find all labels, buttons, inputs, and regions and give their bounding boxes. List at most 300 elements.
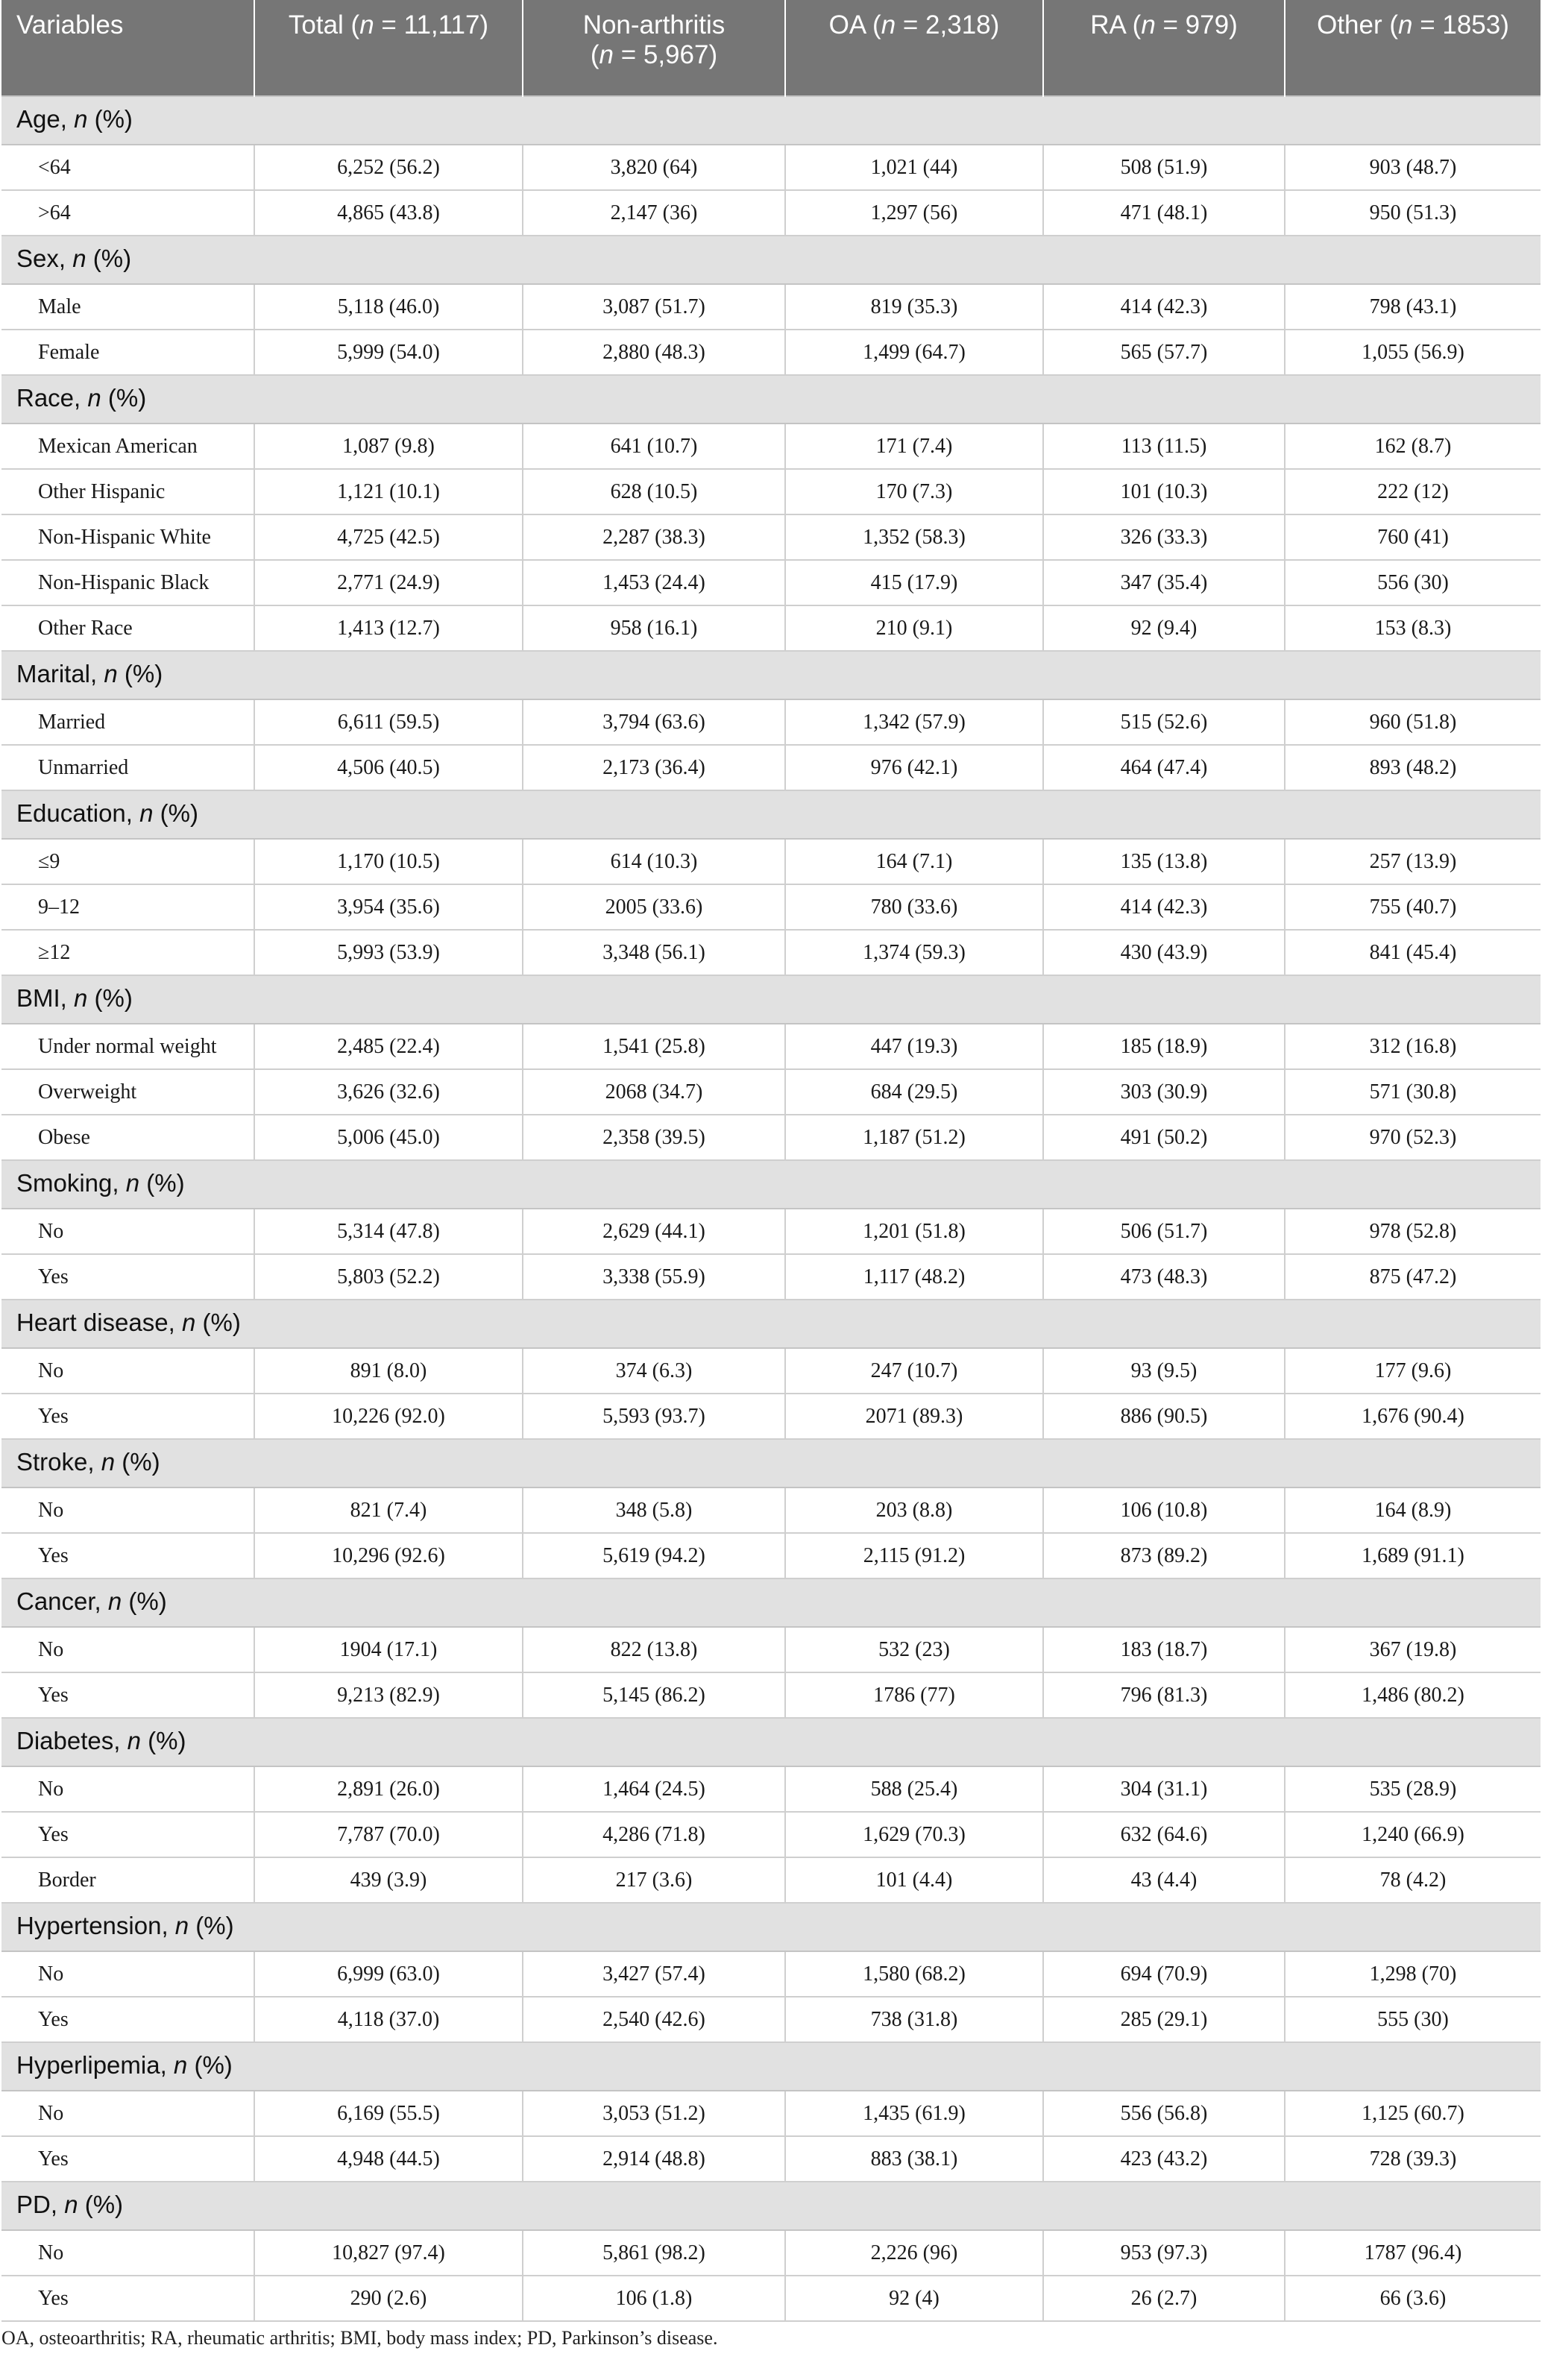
table-row (1, 2091, 1541, 2136)
table-cell: 92 (4) (785, 2276, 1043, 2321)
table-cell: 5,006 (45.0) (254, 1115, 523, 1160)
table-cell: 439 (3.9) (254, 1857, 523, 1903)
table-row (1, 1024, 1541, 1069)
table-cell: 1,464 (24.5) (523, 1766, 785, 1812)
table-row (1, 930, 1541, 975)
group-unit: (%) (153, 799, 198, 827)
table-cell: 2068 (34.7) (523, 1069, 785, 1115)
row-label: 9–12 (1, 884, 254, 930)
header-text: Total ( (288, 10, 360, 40)
row-label: No (1, 1209, 254, 1254)
group-title (1, 1160, 1541, 1209)
table-cell: 78 (4.2) (1285, 1857, 1541, 1903)
table-cell: 614 (10.3) (523, 839, 785, 884)
row-label: Other Hispanic (1, 469, 254, 514)
table-cell: 893 (48.2) (1285, 745, 1541, 790)
table-cell: 1,298 (70) (1285, 1951, 1541, 1997)
header-row (1, 0, 1541, 96)
table-cell: 171 (7.4) (785, 424, 1043, 469)
row-label: Yes (1, 1533, 254, 1578)
row-label: Non-Hispanic Black (1, 560, 254, 605)
table-cell: 6,169 (55.5) (254, 2091, 523, 2136)
table-cell: 588 (25.4) (785, 1766, 1043, 1812)
table-cell: 1,342 (57.9) (785, 699, 1043, 745)
table-row (1, 699, 1541, 745)
table-cell: 694 (70.9) (1043, 1951, 1285, 1997)
table-cell: 3,053 (51.2) (523, 2091, 785, 2136)
group-unit: (%) (78, 2190, 124, 2218)
table-cell: 5,993 (53.9) (254, 930, 523, 975)
table-cell: 183 (18.7) (1043, 1627, 1285, 1672)
table-cell: 886 (90.5) (1043, 1394, 1285, 1439)
table-cell: 556 (30) (1285, 560, 1541, 605)
group-header-row (1, 1160, 1541, 1209)
group-header-row (1, 1578, 1541, 1627)
row-label: Yes (1, 1254, 254, 1300)
table-row (1, 1394, 1541, 1439)
group-label: Stroke, (16, 1447, 101, 1476)
group-unit: (%) (195, 1308, 241, 1336)
group-unit: (%) (87, 983, 133, 1012)
group-n-symbol: n (107, 1587, 122, 1615)
table-cell: 1,435 (61.9) (785, 2091, 1043, 2136)
table-cell: 101 (4.4) (785, 1857, 1043, 1903)
header-text: Other ( (1317, 10, 1399, 40)
row-label: No (1, 1348, 254, 1394)
table-row (1, 1672, 1541, 1718)
table-cell: 2,226 (96) (785, 2230, 1043, 2276)
table-cell: 285 (29.1) (1043, 1997, 1285, 2042)
table-cell: 9,213 (82.9) (254, 1672, 523, 1718)
table-cell: 1,121 (10.1) (254, 469, 523, 514)
row-label: No (1, 1488, 254, 1533)
table-cell: 153 (8.3) (1285, 605, 1541, 651)
row-label: No (1, 1766, 254, 1812)
table-row (1, 1951, 1541, 1997)
table-cell: 4,865 (43.8) (254, 190, 523, 236)
table-row (1, 884, 1541, 930)
group-n-symbol: n (74, 104, 88, 133)
group-label: Cancer, (16, 1587, 108, 1615)
row-label: Unmarried (1, 745, 254, 790)
row-label: >64 (1, 190, 254, 236)
table-cell: 4,118 (37.0) (254, 1997, 523, 2042)
group-n-symbol: n (181, 1308, 196, 1336)
row-label: Female (1, 330, 254, 375)
table-cell: 3,087 (51.7) (523, 284, 785, 330)
group-n-symbol: n (127, 1726, 141, 1754)
table-cell: 3,427 (57.4) (523, 1951, 785, 1997)
table-cell: 162 (8.7) (1285, 424, 1541, 469)
table-cell: 515 (52.6) (1043, 699, 1285, 745)
table-cell: 113 (11.5) (1043, 424, 1285, 469)
table-cell: 508 (51.9) (1043, 145, 1285, 190)
table-row (1, 1209, 1541, 1254)
table-cell: 2,358 (39.5) (523, 1115, 785, 1160)
table-cell: 10,226 (92.0) (254, 1394, 523, 1439)
group-label: PD, (16, 2190, 65, 2218)
table-cell: 4,725 (42.5) (254, 514, 523, 560)
table-cell: 1904 (17.1) (254, 1627, 523, 1672)
table-cell: 819 (35.3) (785, 284, 1043, 330)
table-row (1, 605, 1541, 651)
table-cell: 903 (48.7) (1285, 145, 1541, 190)
table-cell: 257 (13.9) (1285, 839, 1541, 884)
row-label: Yes (1, 1812, 254, 1857)
table-cell: 2,914 (48.8) (523, 2136, 785, 2182)
table-row (1, 514, 1541, 560)
group-label: Age, (16, 104, 75, 133)
table-cell: 571 (30.8) (1285, 1069, 1541, 1115)
table-cell: 970 (52.3) (1285, 1115, 1541, 1160)
group-label: Heart disease, (16, 1308, 182, 1336)
table-cell: 101 (10.3) (1043, 469, 1285, 514)
table-cell: 841 (45.4) (1285, 930, 1541, 975)
table-cell: 632 (64.6) (1043, 1812, 1285, 1857)
table-cell: 2,485 (22.4) (254, 1024, 523, 1069)
table-cell: 1,499 (64.7) (785, 330, 1043, 375)
table-cell: 958 (16.1) (523, 605, 785, 651)
group-title (1, 1903, 1541, 1951)
table-row (1, 1115, 1541, 1160)
group-unit: (%) (87, 104, 133, 133)
header-oa (785, 0, 1043, 96)
table-cell: 1,055 (56.9) (1285, 330, 1541, 375)
table-cell: 556 (56.8) (1043, 2091, 1285, 2136)
table-cell: 347 (35.4) (1043, 560, 1285, 605)
table-cell: 92 (9.4) (1043, 605, 1285, 651)
table-cell: 471 (48.1) (1043, 190, 1285, 236)
group-unit: (%) (187, 2050, 233, 2079)
table-cell: 106 (10.8) (1043, 1488, 1285, 1533)
table-cell: 5,145 (86.2) (523, 1672, 785, 1718)
group-header-row (1, 2182, 1541, 2230)
table-cell: 303 (30.9) (1043, 1069, 1285, 1115)
table-cell: 93 (9.5) (1043, 1348, 1285, 1394)
row-label: Under normal weight (1, 1024, 254, 1069)
header-text: RA ( (1090, 10, 1142, 40)
table-cell: 210 (9.1) (785, 605, 1043, 651)
table-row (1, 1348, 1541, 1394)
group-title (1, 1439, 1541, 1488)
table-cell: 873 (89.2) (1043, 1533, 1285, 1578)
table-cell: 565 (57.7) (1043, 330, 1285, 375)
table-cell: 1,240 (66.9) (1285, 1812, 1541, 1857)
table-cell: 891 (8.0) (254, 1348, 523, 1394)
row-label: No (1, 2230, 254, 2276)
group-unit: (%) (86, 244, 132, 272)
table-cell: 135 (13.8) (1043, 839, 1285, 884)
table-cell: 414 (42.3) (1043, 884, 1285, 930)
table-row (1, 839, 1541, 884)
table-row (1, 330, 1541, 375)
header-text: Variables (16, 10, 124, 40)
table-cell: 247 (10.7) (785, 1348, 1043, 1394)
table-cell: 953 (97.3) (1043, 2230, 1285, 2276)
table-cell: 883 (38.1) (785, 2136, 1043, 2182)
table-cell: 821 (7.4) (254, 1488, 523, 1533)
table-cell: 506 (51.7) (1043, 1209, 1285, 1254)
table-cell: 5,118 (46.0) (254, 284, 523, 330)
header-n-symbol: n (881, 10, 896, 40)
row-label: Obese (1, 1115, 254, 1160)
header-count: = 11,117) (374, 10, 489, 40)
table-cell: 532 (23) (785, 1627, 1043, 1672)
table-cell: 2005 (33.6) (523, 884, 785, 930)
table-cell: 164 (7.1) (785, 839, 1043, 884)
group-label: Hypertension, (16, 1911, 175, 1939)
header-count: = 5,967) (613, 40, 718, 69)
table-row (1, 2276, 1541, 2321)
row-label: Yes (1, 1394, 254, 1439)
table-cell: 6,611 (59.5) (254, 699, 523, 745)
table-cell: 217 (3.6) (523, 1857, 785, 1903)
row-label: Yes (1, 2276, 254, 2321)
table-cell: 6,999 (63.0) (254, 1951, 523, 1997)
table-cell: 2071 (89.3) (785, 1394, 1043, 1439)
table-cell: 2,540 (42.6) (523, 1997, 785, 2042)
table-cell: 2,891 (26.0) (254, 1766, 523, 1812)
group-label: Marital, (16, 659, 104, 687)
table-cell: 1,486 (80.2) (1285, 1672, 1541, 1718)
group-title (1, 1578, 1541, 1627)
header-n-symbol: n (1141, 10, 1156, 40)
table-cell: 641 (10.7) (523, 424, 785, 469)
table-cell: 1,413 (12.7) (254, 605, 523, 651)
characteristics-table (1, 0, 1541, 2322)
header-total (254, 0, 523, 96)
header-count: = 979) (1155, 10, 1238, 40)
table-cell: 1,689 (91.1) (1285, 1533, 1541, 1578)
group-title (1, 2182, 1541, 2230)
table-cell: 185 (18.9) (1043, 1024, 1285, 1069)
row-label: ≥12 (1, 930, 254, 975)
header-count: = 1853) (1412, 10, 1509, 40)
table-cell: 1,541 (25.8) (523, 1024, 785, 1069)
table-cell: 3,820 (64) (523, 145, 785, 190)
table-cell: 5,861 (98.2) (523, 2230, 785, 2276)
table-cell: 5,314 (47.8) (254, 1209, 523, 1254)
table-cell: 348 (5.8) (523, 1488, 785, 1533)
table-cell: 1787 (96.4) (1285, 2230, 1541, 2276)
table-cell: 326 (33.3) (1043, 514, 1285, 560)
row-label: ≤9 (1, 839, 254, 884)
table-cell: 26 (2.7) (1043, 2276, 1285, 2321)
table-cell: 3,348 (56.1) (523, 930, 785, 975)
group-n-symbol: n (139, 799, 154, 827)
table-cell: 374 (6.3) (523, 1348, 785, 1394)
header-text: OA ( (828, 10, 881, 40)
group-label: Sex, (16, 244, 73, 272)
table-row (1, 145, 1541, 190)
group-label: Diabetes, (16, 1726, 128, 1754)
table-cell: 304 (31.1) (1043, 1766, 1285, 1812)
header-non-arthritis (523, 0, 785, 96)
row-label: Yes (1, 1672, 254, 1718)
table-cell: 1,125 (60.7) (1285, 2091, 1541, 2136)
group-header-row (1, 1718, 1541, 1766)
table-row (1, 1254, 1541, 1300)
table-cell: 1,453 (24.4) (523, 560, 785, 605)
group-header-row (1, 1300, 1541, 1348)
table-cell: 4,506 (40.5) (254, 745, 523, 790)
table-row (1, 560, 1541, 605)
group-title (1, 1300, 1541, 1348)
table-cell: 535 (28.9) (1285, 1766, 1541, 1812)
table-cell: 1,629 (70.3) (785, 1812, 1043, 1857)
table-cell: 1,187 (51.2) (785, 1115, 1043, 1160)
table-row (1, 745, 1541, 790)
table-cell: 164 (8.9) (1285, 1488, 1541, 1533)
header-text: ( (590, 40, 600, 69)
table-cell: 222 (12) (1285, 469, 1541, 514)
table-cell: 7,787 (70.0) (254, 1812, 523, 1857)
group-n-symbol: n (64, 2190, 78, 2218)
group-unit: (%) (189, 1911, 234, 1939)
table-cell: 1,170 (10.5) (254, 839, 523, 884)
table-cell: 780 (33.6) (785, 884, 1043, 930)
group-header-row (1, 975, 1541, 1024)
table-row (1, 1069, 1541, 1115)
group-unit: (%) (101, 383, 147, 412)
table-cell: 3,338 (55.9) (523, 1254, 785, 1300)
table-row (1, 1812, 1541, 1857)
table-cell: 10,296 (92.6) (254, 1533, 523, 1578)
table-cell: 2,771 (24.9) (254, 560, 523, 605)
table-row (1, 1533, 1541, 1578)
table-cell: 5,803 (52.2) (254, 1254, 523, 1300)
group-n-symbol: n (74, 983, 88, 1012)
header-n-symbol: n (599, 40, 614, 69)
table-cell: 960 (51.8) (1285, 699, 1541, 745)
group-title (1, 1718, 1541, 1766)
group-n-symbol: n (72, 244, 86, 272)
group-n-symbol: n (125, 1168, 140, 1197)
table-cell: 976 (42.1) (785, 745, 1043, 790)
table-cell: 798 (43.1) (1285, 284, 1541, 330)
group-unit: (%) (140, 1726, 186, 1754)
table-row (1, 1857, 1541, 1903)
group-unit: (%) (115, 1447, 160, 1476)
group-unit: (%) (139, 1168, 185, 1197)
row-label: No (1, 1627, 254, 1672)
table-cell: 5,619 (94.2) (523, 1533, 785, 1578)
group-header-row (1, 1903, 1541, 1951)
table-cell: 1,580 (68.2) (785, 1951, 1043, 1997)
table-row (1, 1627, 1541, 1672)
group-title (1, 236, 1541, 284)
table-row (1, 424, 1541, 469)
group-unit: (%) (122, 1587, 167, 1615)
row-label: Yes (1, 2136, 254, 2182)
table-cell: 2,147 (36) (523, 190, 785, 236)
table-cell: 628 (10.5) (523, 469, 785, 514)
group-title (1, 96, 1541, 145)
table-cell: 3,626 (32.6) (254, 1069, 523, 1115)
group-unit: (%) (117, 659, 163, 687)
table-cell: 10,827 (97.4) (254, 2230, 523, 2276)
group-header-row (1, 651, 1541, 699)
table-cell: 755 (40.7) (1285, 884, 1541, 930)
group-n-symbol: n (87, 383, 101, 412)
table-cell: 312 (16.8) (1285, 1024, 1541, 1069)
row-label: Border (1, 1857, 254, 1903)
group-label: BMI, (16, 983, 75, 1012)
group-header-row (1, 96, 1541, 145)
table-cell: 728 (39.3) (1285, 2136, 1541, 2182)
row-label: Yes (1, 1997, 254, 2042)
row-label: Mexican American (1, 424, 254, 469)
group-title (1, 375, 1541, 424)
table-cell: 1,087 (9.8) (254, 424, 523, 469)
header-count: = 2,318) (896, 10, 1000, 40)
table-cell: 3,794 (63.6) (523, 699, 785, 745)
table-cell: 6,252 (56.2) (254, 145, 523, 190)
table-cell: 203 (8.8) (785, 1488, 1043, 1533)
group-header-row (1, 236, 1541, 284)
table-row (1, 2230, 1541, 2276)
table-cell: 5,999 (54.0) (254, 330, 523, 375)
table-cell: 177 (9.6) (1285, 1348, 1541, 1394)
table-row (1, 1997, 1541, 2042)
header-n-symbol: n (359, 10, 374, 40)
table-cell: 491 (50.2) (1043, 1115, 1285, 1160)
group-label: Smoking, (16, 1168, 126, 1197)
table-cell: 1,374 (59.3) (785, 930, 1043, 975)
table-cell: 430 (43.9) (1043, 930, 1285, 975)
table-cell: 875 (47.2) (1285, 1254, 1541, 1300)
table-header (1, 0, 1541, 96)
row-label: Married (1, 699, 254, 745)
row-label: No (1, 1951, 254, 1997)
header-other (1285, 0, 1541, 96)
table-cell: 2,880 (48.3) (523, 330, 785, 375)
table-row (1, 1766, 1541, 1812)
header-n-symbol: n (1398, 10, 1413, 40)
table-cell: 978 (52.8) (1285, 1209, 1541, 1254)
row-label: Other Race (1, 605, 254, 651)
group-n-symbol: n (173, 2050, 188, 2079)
row-label: Overweight (1, 1069, 254, 1115)
table-cell: 1,297 (56) (785, 190, 1043, 236)
table-cell: 2,173 (36.4) (523, 745, 785, 790)
group-title (1, 975, 1541, 1024)
table-row (1, 190, 1541, 236)
table-cell: 2,629 (44.1) (523, 1209, 785, 1254)
table-row (1, 2136, 1541, 2182)
row-label: Non-Hispanic White (1, 514, 254, 560)
group-header-row (1, 2042, 1541, 2091)
table-cell: 415 (17.9) (785, 560, 1043, 605)
table-cell: 1,352 (58.3) (785, 514, 1043, 560)
group-header-row (1, 790, 1541, 839)
header-ra (1043, 0, 1285, 96)
table-cell: 4,948 (44.5) (254, 2136, 523, 2182)
group-header-row (1, 375, 1541, 424)
table-cell: 3,954 (35.6) (254, 884, 523, 930)
table-cell: 555 (30) (1285, 1997, 1541, 2042)
row-label: Male (1, 284, 254, 330)
group-title (1, 651, 1541, 699)
group-n-symbol: n (174, 1911, 189, 1939)
table-cell: 43 (4.4) (1043, 1857, 1285, 1903)
table-cell: 170 (7.3) (785, 469, 1043, 514)
table-cell: 106 (1.8) (523, 2276, 785, 2321)
group-label: Race, (16, 383, 88, 412)
table-cell: 464 (47.4) (1043, 745, 1285, 790)
table-cell: 1,117 (48.2) (785, 1254, 1043, 1300)
group-title (1, 790, 1541, 839)
